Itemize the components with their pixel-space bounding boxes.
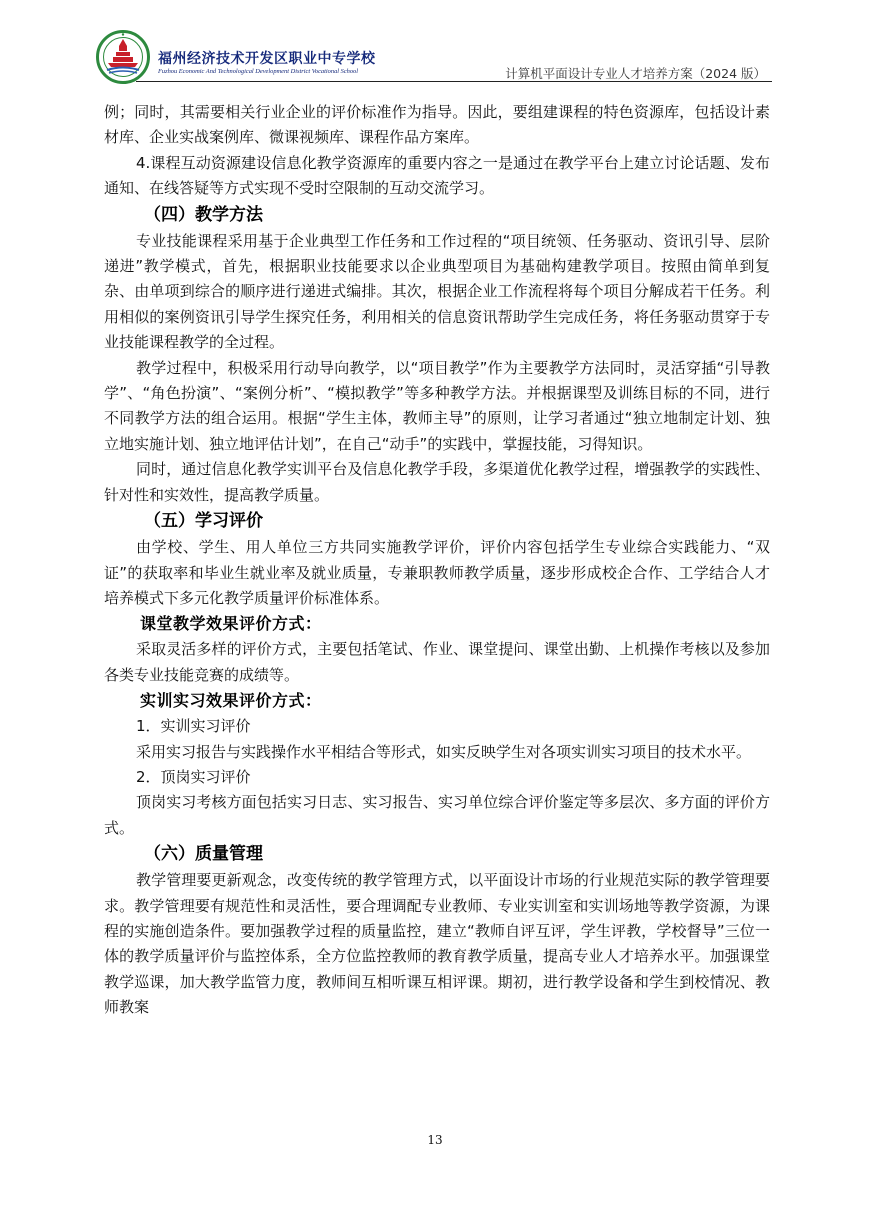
teaching-method-paragraph-1: 专业技能课程采用基于企业典型工作任务和工作过程的“项目统领、任务驱动、资讯引导、层阶递进”教学模式，首先，根据职业技能要求以企业典型项目为基础构建教学项目。按照由简单到复杂、由单项到综合的顺序进行递进式编排。其次，根据企业工作流程将每个项目分解成若干任务。利用相似的案例资讯引导学生探究任务，利用相关的信息资讯帮助学生完成任务，将任务驱动贯穿于专业技能课程教学的全过程。 bbox=[104, 231, 770, 352]
section-heading-teaching-methods: （四）教学方法 bbox=[144, 204, 263, 225]
continued-paragraph: 例；同时，其需要相关行业企业的评价标准作为指导。因此，要组建课程的特色资源库，包括设计素材库、企业实战案例库、微课视频库、课程作品方案库。 bbox=[104, 103, 770, 147]
internship-evaluation-paragraph: 顶岗实习考核方面包括实习日志、实习报告、实习单位综合评价鉴定等多层次、多方面的评价方式。 bbox=[104, 793, 770, 837]
subheading-training-evaluation: 实训实习效果评价方式： bbox=[140, 691, 322, 711]
page-number: 13 bbox=[427, 1133, 443, 1147]
classroom-evaluation-paragraph: 采取灵活多样的评价方式，主要包括笔试、作业、课堂提问、课堂出勤、上机操作考核以及参加各类专业技能竞赛的成绩等。 bbox=[104, 640, 770, 684]
page-header bbox=[96, 30, 772, 84]
section-heading-learning-evaluation: （五）学习评价 bbox=[144, 511, 263, 532]
section-heading-quality-management: （六）质量管理 bbox=[144, 844, 263, 865]
numbered-item-2: 2．顶岗实习评价 bbox=[136, 767, 251, 786]
school-name-cn: 福州经济技术开发区职业中专学校 bbox=[158, 51, 376, 67]
school-logo bbox=[96, 30, 150, 84]
evaluation-paragraph: 由学校、学生、用人单位三方共同实施教学评价，评价内容包括学生专业综合实践能力、“双证”的获取率和毕业生就业率及就业质量，专兼职教师教学质量，逐步形成校企合作、工学结合人才培养模式下多元化教学质量评价标准体系。 bbox=[104, 538, 770, 607]
resource-item-4: 4.课程互动资源建设信息化教学资源库的重要内容之一是通过在教学平台上建立讨论话题、发布通知、在线答疑等方式实现不受时空限制的互动交流学习。 bbox=[104, 153, 770, 198]
page-body bbox=[104, 100, 770, 1021]
header-divider bbox=[136, 81, 772, 82]
quality-management-paragraph: 教学管理要更新观念，改变传统的教学管理方式，以平面设计市场的行业规范实际的教学管理要求。教学管理要有规范性和灵活性，要合理调配专业教师、专业实训室和实训场地等教学资源，为课程的实施创造条件。要加强教学过程的质量监控，建立“教师自评互评，学生评教，学校督导”三位一体的教学质量评价与监控体系，全方位监控教师的教育教学质量，提高专业人才培养水平。加强课堂教学巡课，加大教学监管力度，教师间互相听课互相评课。期初，进行教学设备和学生到校情况、教师教案 bbox=[104, 871, 770, 1017]
subheading-classroom-evaluation: 课堂教学效果评价方式： bbox=[140, 614, 322, 634]
document-title: 计算机平面设计专业人才培养方案（2024 版） bbox=[505, 66, 766, 81]
teaching-method-paragraph-3: 同时，通过信息化教学实训平台及信息化教学手段，多渠道优化教学过程，增强教学的实践性、针对性和实效性，提高教学质量。 bbox=[104, 460, 770, 504]
training-evaluation-paragraph: 采用实习报告与实践操作水平相结合等形式，如实反映学生对各项实训实习项目的技术水平。 bbox=[136, 742, 752, 761]
school-name-en: Fuzhou Economic And Technological Development District Vocational School bbox=[158, 68, 359, 75]
numbered-item-1: 1．实训实习评价 bbox=[136, 717, 251, 736]
teaching-method-paragraph-2: 教学过程中，积极采用行动导向教学，以“项目教学”作为主要教学方法同时，灵活穿插“引导教学”、“角色扮演”、“案例分析”、“模拟教学”等多种教学方法。并根据课型及训练目标的不同，进行不同教学方法的组合运用。根据“学生主体，教师主导”的原则，让学习者通过“独立地制定计划、独立地实施计划、独立地评估计划”，在自己“动手”的实践中，掌握技能，习得知识。 bbox=[104, 358, 770, 453]
